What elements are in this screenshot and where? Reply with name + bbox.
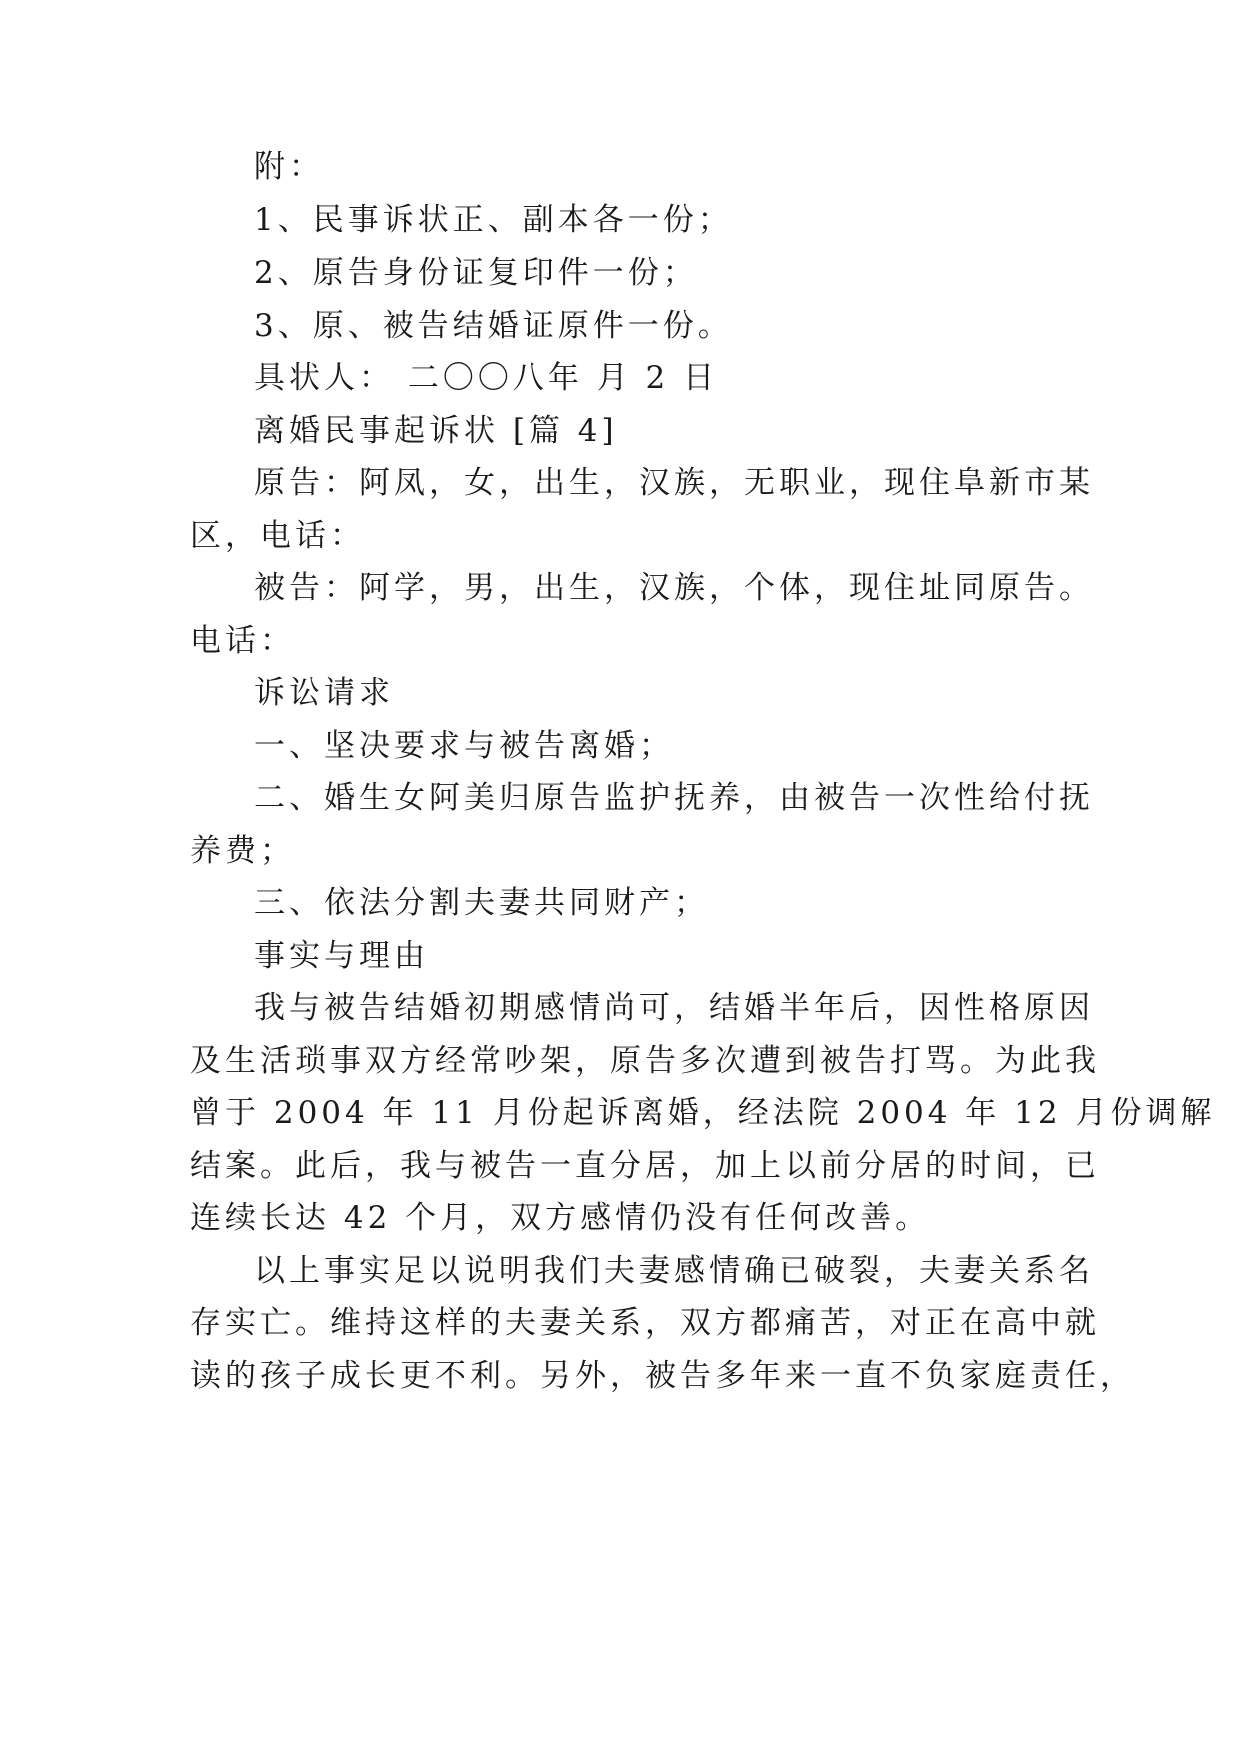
plaintiff-line-cont: 区，电话：: [190, 518, 365, 554]
attachment-item-2: 2、原告身份证复印件一份；: [254, 255, 698, 291]
facts-paragraph-line-2: 及生活琐事双方经常吵架，原告多次遭到被告打骂。为此我: [190, 1043, 1100, 1079]
section-title: 离婚民事起诉状 [篇 4]: [254, 413, 618, 449]
defendant-line: 被告：阿学，男，出生，汉族，个体，现住址同原告。: [254, 570, 1094, 606]
facts-paragraph-line-4: 结案。此后，我与被告一直分居，加上以前分居的时间，已: [190, 1148, 1100, 1184]
defendant-line-cont: 电话：: [190, 623, 295, 659]
attachment-item-1: 1、民事诉状正、副本各一份；: [254, 202, 733, 238]
attachment-heading: 附：: [254, 149, 324, 185]
facts-paragraph-line-3: 曾于 2004 年 11 月份起诉离婚，经法院 2004 年 12 月份调解: [190, 1095, 1216, 1131]
plaintiff-line: 原告：阿凤，女，出生，汉族，无职业，现住阜新市某: [254, 465, 1094, 501]
claims-heading: 诉讼请求: [254, 675, 394, 711]
facts-paragraph-line-5: 连续长达 42 个月，双方感情仍没有任何改善。: [190, 1200, 931, 1236]
claim-1: 一、坚决要求与被告离婚；: [254, 728, 674, 764]
facts-heading: 事实与理由: [254, 938, 429, 974]
attachment-item-3: 3、原、被告结婚证原件一份。: [254, 308, 733, 344]
claim-2-cont: 养费；: [190, 833, 295, 869]
conclusion-paragraph-line-1: 以上事实足以说明我们夫妻感情确已破裂，夫妻关系名: [254, 1253, 1094, 1289]
conclusion-paragraph-line-2: 存实亡。维持这样的夫妻关系，双方都痛苦，对正在高中就: [190, 1305, 1100, 1341]
claim-3: 三、依法分割夫妻共同财产；: [254, 885, 709, 921]
signature-date-line: 具状人： 二〇〇八年 月 2 日: [254, 360, 719, 396]
claim-2: 二、婚生女阿美归原告监护抚养，由被告一次性给付抚: [254, 780, 1094, 816]
conclusion-paragraph-line-3: 读的孩子成长更不利。另外，被告多年来一直不负家庭责任，: [190, 1358, 1135, 1394]
facts-paragraph-line-1: 我与被告结婚初期感情尚可，结婚半年后，因性格原因: [254, 990, 1094, 1026]
